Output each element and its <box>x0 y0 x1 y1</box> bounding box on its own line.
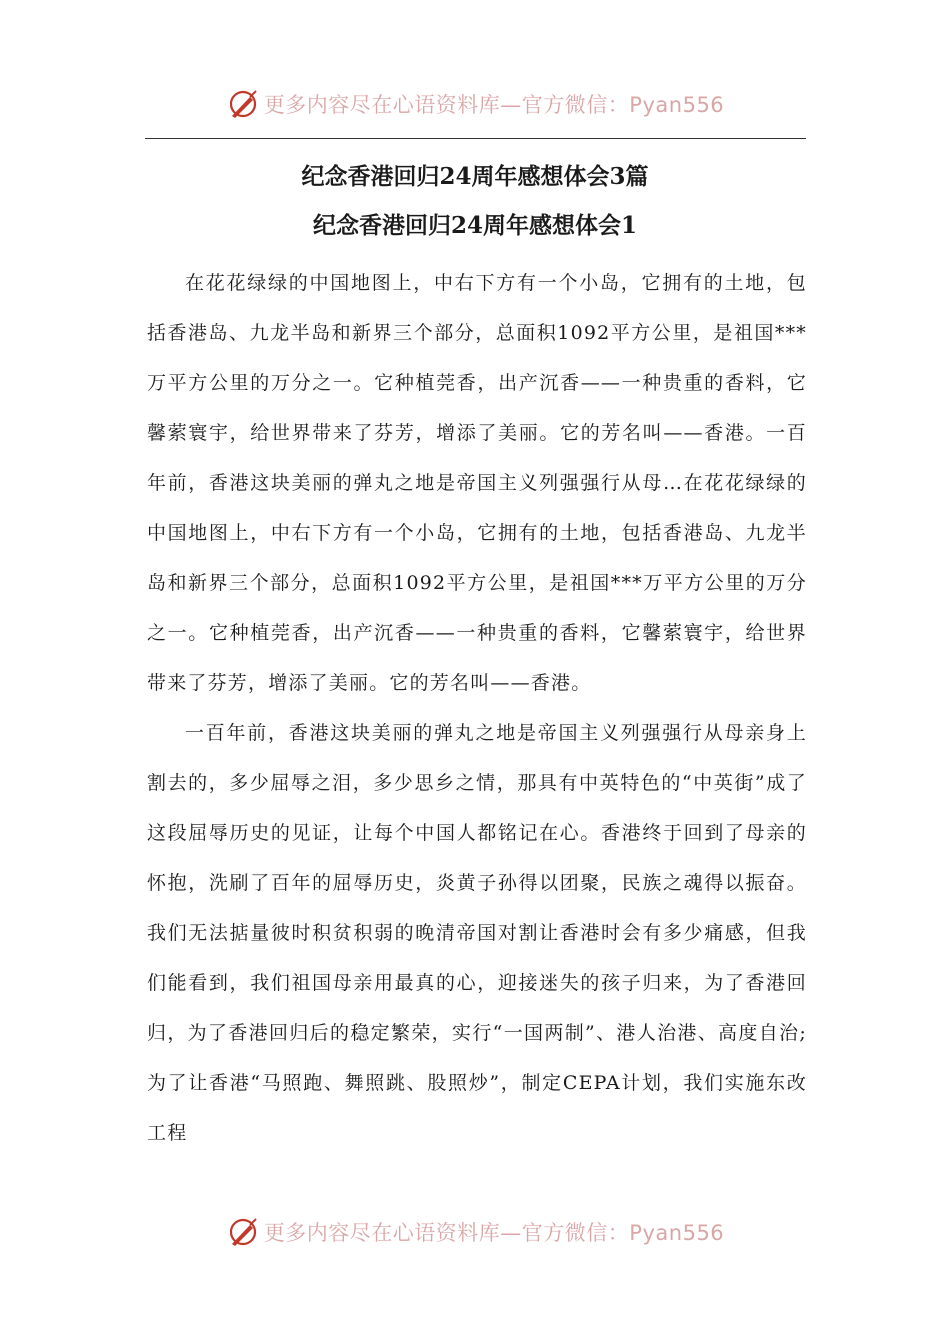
document-title: 纪念香港回归24周年感想体会3篇 <box>301 163 649 190</box>
pen-logo-icon <box>226 87 260 121</box>
header-watermark <box>0 84 950 124</box>
pen-logo-icon <box>226 1215 260 1249</box>
footer-watermark <box>0 1212 950 1252</box>
header-divider <box>145 138 806 139</box>
paragraph: 一百年前，香港这块美丽的弹丸之地是帝国主义列强强行从母亲身上割去的，多少屈辱之泪，多少思乡之情，那具有中英特色的“中英街”成了这段屈辱历史的见证，让每个中国人都铭记在心。香港终于回到了母亲的怀抱，洗刷了百年的屈辱历史，炎黄子孙得以团聚，民族之魂得以振奋。我们无法掂量彼时积贫积弱的晚清帝国对割让香港时会有多少痛感，但我们能看到，我们祖国母亲用最真的心，迎接迷失的孩子归来，为了香港回归，为了香港回归后的稳定繁荣，实行“一国两制”、港人治港、高度自治;为了让香港“马照跑、舞照跳、股照炒”，制定CEPA计划，我们实施东改工程 <box>147 722 807 1144</box>
document-subtitle: 纪念香港回归24周年感想体会1 <box>312 212 637 239</box>
watermark-text: 更多内容尽在心语资料库—官方微信：Pyan556 <box>263 1221 725 1245</box>
document-body <box>147 258 807 1158</box>
watermark-text: 更多内容尽在心语资料库—官方微信：Pyan556 <box>263 93 725 117</box>
paragraph: 在花花绿绿的中国地图上，中右下方有一个小岛，它拥有的土地，包括香港岛、九龙半岛和新界三个部分，总面积1092平方公里，是祖国***万平方公里的万分之一。它种植莞香，出产沉香——一种贵重的香料，它馨萦寰宇，给世界带来了芬芳，增添了美丽。它的芳名叫——香港。一百年前，香港这块美丽的弹丸之地是帝国主义列强强行从母…在花花绿绿的中国地图上，中右下方有一个小岛，它拥有的土地，包括香港岛、九龙半岛和新界三个部分，总面积1092平方公里，是祖国***万平方公里的万分之一。它种植莞香，出产沉香——一种贵重的香料，它馨萦寰宇，给世界带来了芬芳，增添了美丽。它的芳名叫——香港。 <box>147 272 807 694</box>
